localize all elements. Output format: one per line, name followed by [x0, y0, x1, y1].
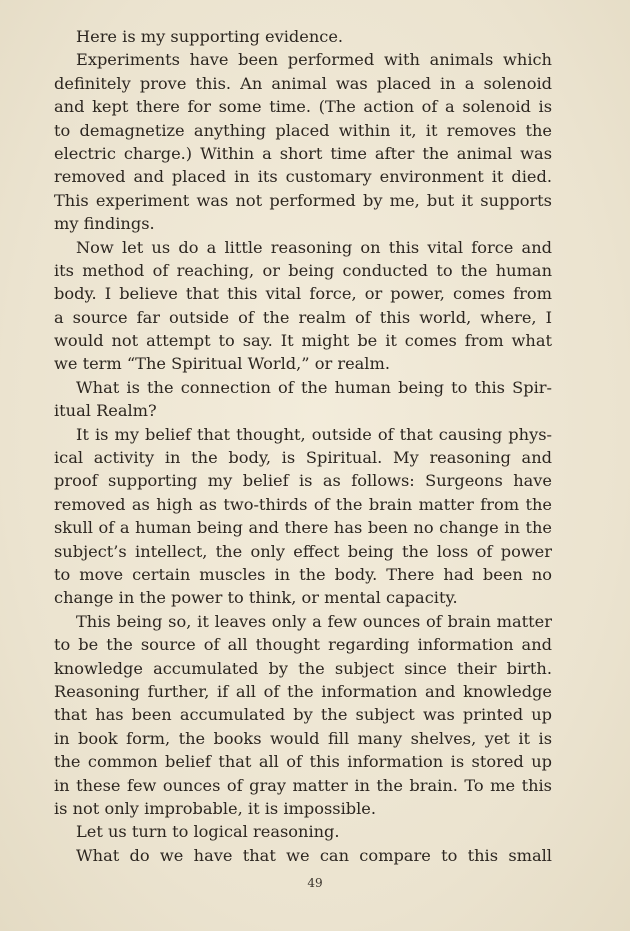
text-line: removed as high as two-thirds of the brain matter from the [54, 494, 552, 514]
text-line: is not only improbable, it is impossible. [54, 798, 377, 818]
text-line: subject’s intellect, the only effect being the loss of power [54, 541, 552, 561]
text-line: This experiment was not performed by me, but it supports [54, 190, 552, 210]
text-line: knowledge accumulated by the subject since their birth. [54, 658, 552, 678]
text-line: in book form, the books would fill many shelves, yet it is [54, 728, 552, 748]
text-line: Experiments have been performed with animals which [76, 50, 552, 70]
text-line: What do we have that we can compare to this small [76, 845, 552, 865]
text-line: Now let us do a little reasoning on this vital force and [76, 237, 552, 257]
text-line: Reasoning further, if all of the information and knowledge [54, 681, 552, 701]
body-text [54, 25, 552, 867]
page-number: 49 [307, 876, 323, 890]
text-line: that has been accumulated by the subject was printed up [54, 705, 552, 725]
text-line: a source far outside of the realm of this world, where, I [54, 307, 552, 327]
text-line: and kept there for some time. (The action of a solenoid is [54, 97, 552, 117]
text-line: electric charge.) Within a short time after the animal was [54, 143, 552, 163]
text-line: to move certain muscles in the body. There had been no [54, 564, 552, 584]
text-line: body. I believe that this vital force, or power, comes from [54, 284, 552, 304]
text-line: It is my belief that thought, outside of that causing phys- [76, 424, 552, 444]
text-line: Here is my supporting evidence. [76, 27, 344, 46]
text-line: Let us turn to logical reasoning. [76, 822, 340, 842]
text-line: in these few ounces of gray matter in the brain. To me this [54, 775, 552, 795]
text-line: removed and placed in its customary environment it died. [54, 167, 552, 187]
text-line: the common belief that all of this information is stored up [54, 752, 552, 772]
text-line: change in the power to think, or mental capacity. [54, 588, 458, 608]
text-line: skull of a human being and there has been no change in the [54, 518, 552, 538]
text-line: to be the source of all thought regarding information and [54, 635, 552, 655]
text-line: my findings. [54, 214, 155, 234]
text-line: definitely prove this. An animal was placed in a solenoid [54, 73, 552, 93]
text-line: ical activity in the body, is Spiritual. My reasoning and [54, 448, 552, 468]
text-line: we term “The Spiritual World,” or realm. [54, 354, 390, 374]
text-line: proof supporting my belief is as follows: Surgeons have [54, 471, 552, 491]
text-line: What is the connection of the human being to this Spir- [76, 377, 552, 397]
text-line: This being so, it leaves only a few ounces of brain matter [76, 611, 552, 631]
text-line: would not attempt to say. It might be it comes from what [54, 331, 552, 351]
text-line: to demagnetize anything placed within it, it removes the [54, 120, 552, 140]
text-line: its method of reaching, or being conducted to the human [54, 260, 552, 280]
text-line: itual Realm? [54, 401, 157, 421]
